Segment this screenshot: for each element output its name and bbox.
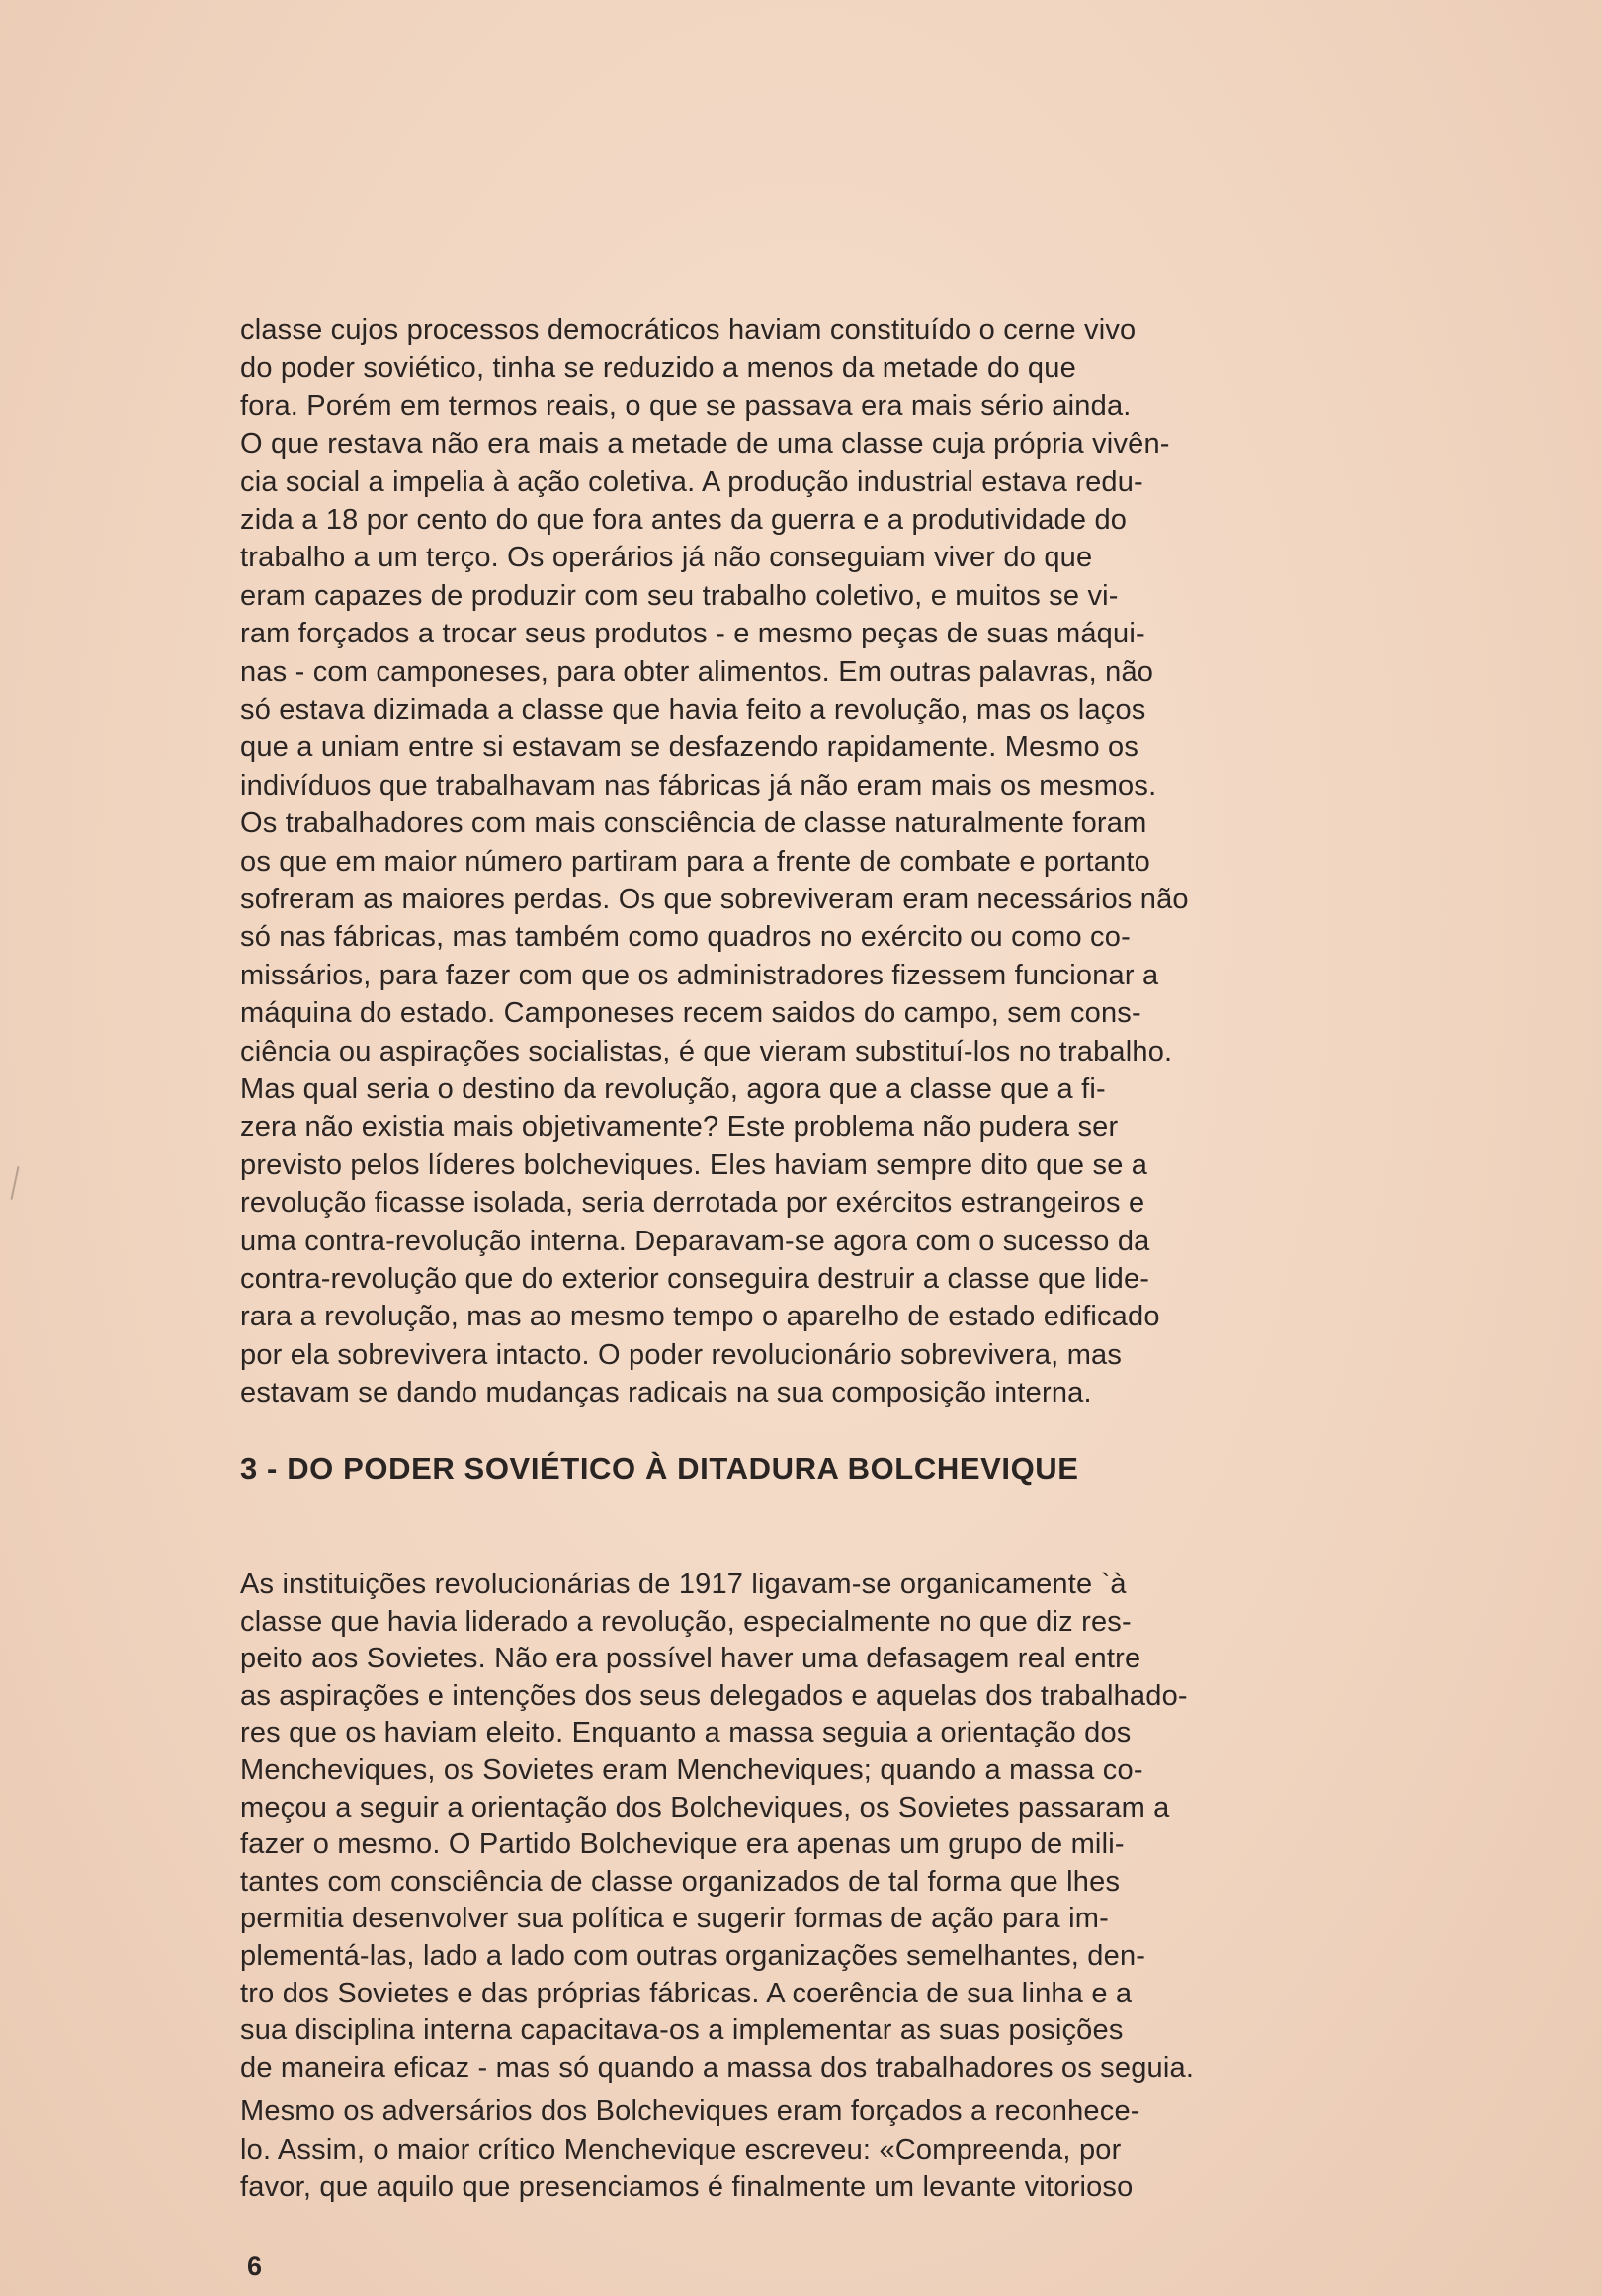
- text-line: Os trabalhadores com mais consciência de classe naturalmente foram: [240, 808, 1147, 840]
- text-line: contra-revolução que do exterior conseguira destruir a classe que lide-: [240, 1263, 1150, 1295]
- text-line: indivíduos que trabalhavam nas fábricas já não eram mais os mesmos.: [240, 769, 1157, 802]
- text-line: previsto pelos líderes bolcheviques. Eles haviam sempre dito que se a: [240, 1148, 1148, 1181]
- text-line: classe que havia liderado a revolução, especialmente no que diz res-: [240, 1605, 1132, 1638]
- text-line: classe cujos processos democráticos haviam constituído o cerne vivo: [240, 314, 1137, 346]
- text-line: peito aos Sovietes. Não era possível haver uma defasagem real entre: [240, 1643, 1141, 1675]
- text-line: estavam se dando mudanças radicais na sua composição interna.: [240, 1377, 1092, 1409]
- margin-mark: [10, 1166, 19, 1200]
- text-line: meçou a seguir a orientação dos Bolcheviques, os Sovietes passaram a: [240, 1791, 1170, 1824]
- text-line: missários, para fazer com que os administradores fizessem funcionar a: [240, 959, 1159, 991]
- text-line: zera não existia mais objetivamente? Este problema não pudera ser: [240, 1111, 1119, 1144]
- text-line: Mesmo os adversários dos Bolcheviques eram forçados a reconhece-: [240, 2095, 1140, 2127]
- text-line: Mas qual seria o destino da revolução, agora que a classe que a fi-: [240, 1073, 1106, 1105]
- text-line: uma contra-revolução interna. Deparavam-se agora com o sucesso da: [240, 1225, 1150, 1257]
- text-line: as aspirações e intenções dos seus delegados e aquelas dos trabalhado-: [240, 1679, 1188, 1712]
- text-line: eram capazes de produzir com seu trabalho coletivo, e muitos se vi-: [240, 579, 1119, 612]
- text-line: tro dos Sovietes e das próprias fábricas. A coerência de sua linha e a: [240, 1977, 1133, 2009]
- text-line: por ela sobrevivera intacto. O poder revolucionário sobrevivera, mas: [240, 1338, 1123, 1371]
- text-line: nas - com camponeses, para obter alimentos. Em outras palavras, não: [240, 655, 1154, 688]
- text-line: lo. Assim, o maior crítico Menchevique escreveu: «Compreenda, por: [240, 2133, 1122, 2166]
- text-line: res que os haviam eleito. Enquanto a massa seguia a orientação dos: [240, 1717, 1132, 1749]
- text-line: os que em maior número partiram para a frente de combate e portanto: [240, 845, 1150, 878]
- text-line: trabalho a um terço. Os operários já não conseguiam viver do que: [240, 542, 1093, 574]
- text-line: permitia desenvolver sua política e sugerir formas de ação para im-: [240, 1903, 1109, 1935]
- text-line: plementá-las, lado a lado com outras organizações semelhantes, den-: [240, 1940, 1146, 1972]
- text-line: de maneira eficaz - mas só quando a massa dos trabalhadores os seguia.: [240, 2051, 1195, 2083]
- text-line: sofreram as maiores perdas. Os que sobreviveram eram necessários não: [240, 884, 1189, 915]
- text-line: que a uniam entre si estavam se desfazendo rapidamente. Mesmo os: [240, 731, 1139, 764]
- text-line: sua disciplina interna capacitava-os a implementar as suas posições: [240, 2014, 1124, 2047]
- text-line: máquina do estado. Camponeses recem saidos do campo, sem cons-: [240, 997, 1141, 1030]
- text-line: zida a 18 por cento do que fora antes da guerra e a produtividade do: [240, 504, 1128, 536]
- text-line: O que restava não era mais a metade de uma classe cuja própria vivên-: [240, 428, 1170, 461]
- text-line: cia social a impelia à ação coletiva. A produção industrial estava redu-: [240, 466, 1143, 498]
- text-line: só nas fábricas, mas também como quadros no exército ou como co-: [240, 921, 1131, 954]
- text-line: ram forçados a trocar seus produtos - e mesmo peças de suas máqui-: [240, 618, 1145, 650]
- text-line: só estava dizimada a classe que havia feito a revolução, mas os laços: [240, 694, 1146, 725]
- section-heading: 3 - DO PODER SOVIÉTICO À DITADURA BOLCHEVIQUE: [240, 1451, 1079, 1486]
- page-number: 6: [247, 2252, 263, 2281]
- text-line: do poder soviético, tinha se reduzido a menos da metade do que: [240, 352, 1076, 384]
- text-line: fora. Porém em termos reais, o que se passava era mais sério ainda.: [240, 389, 1132, 422]
- text-line: ciência ou aspirações socialistas, é que vieram substituí-los no trabalho.: [240, 1035, 1173, 1067]
- text-line: Mencheviques, os Sovietes eram Mencheviques; quando a massa co-: [240, 1754, 1143, 1786]
- text-line: As instituições revolucionárias de 1917 ligavam-se organicamente `à: [240, 1569, 1127, 1600]
- text-line: revolução ficasse isolada, seria derrotada por exércitos estrangeiros e: [240, 1187, 1145, 1220]
- text-line: tantes com consciência de classe organizados de tal forma que lhes: [240, 1865, 1121, 1898]
- text-line: rara a revolução, mas ao mesmo tempo o aparelho de estado edificado: [240, 1301, 1160, 1333]
- text-line: fazer o mesmo. O Partido Bolchevique era apenas um grupo de mili-: [240, 1828, 1125, 1861]
- text-line: favor, que aquilo que presenciamos é finalmente um levante vitorioso: [240, 2171, 1134, 2203]
